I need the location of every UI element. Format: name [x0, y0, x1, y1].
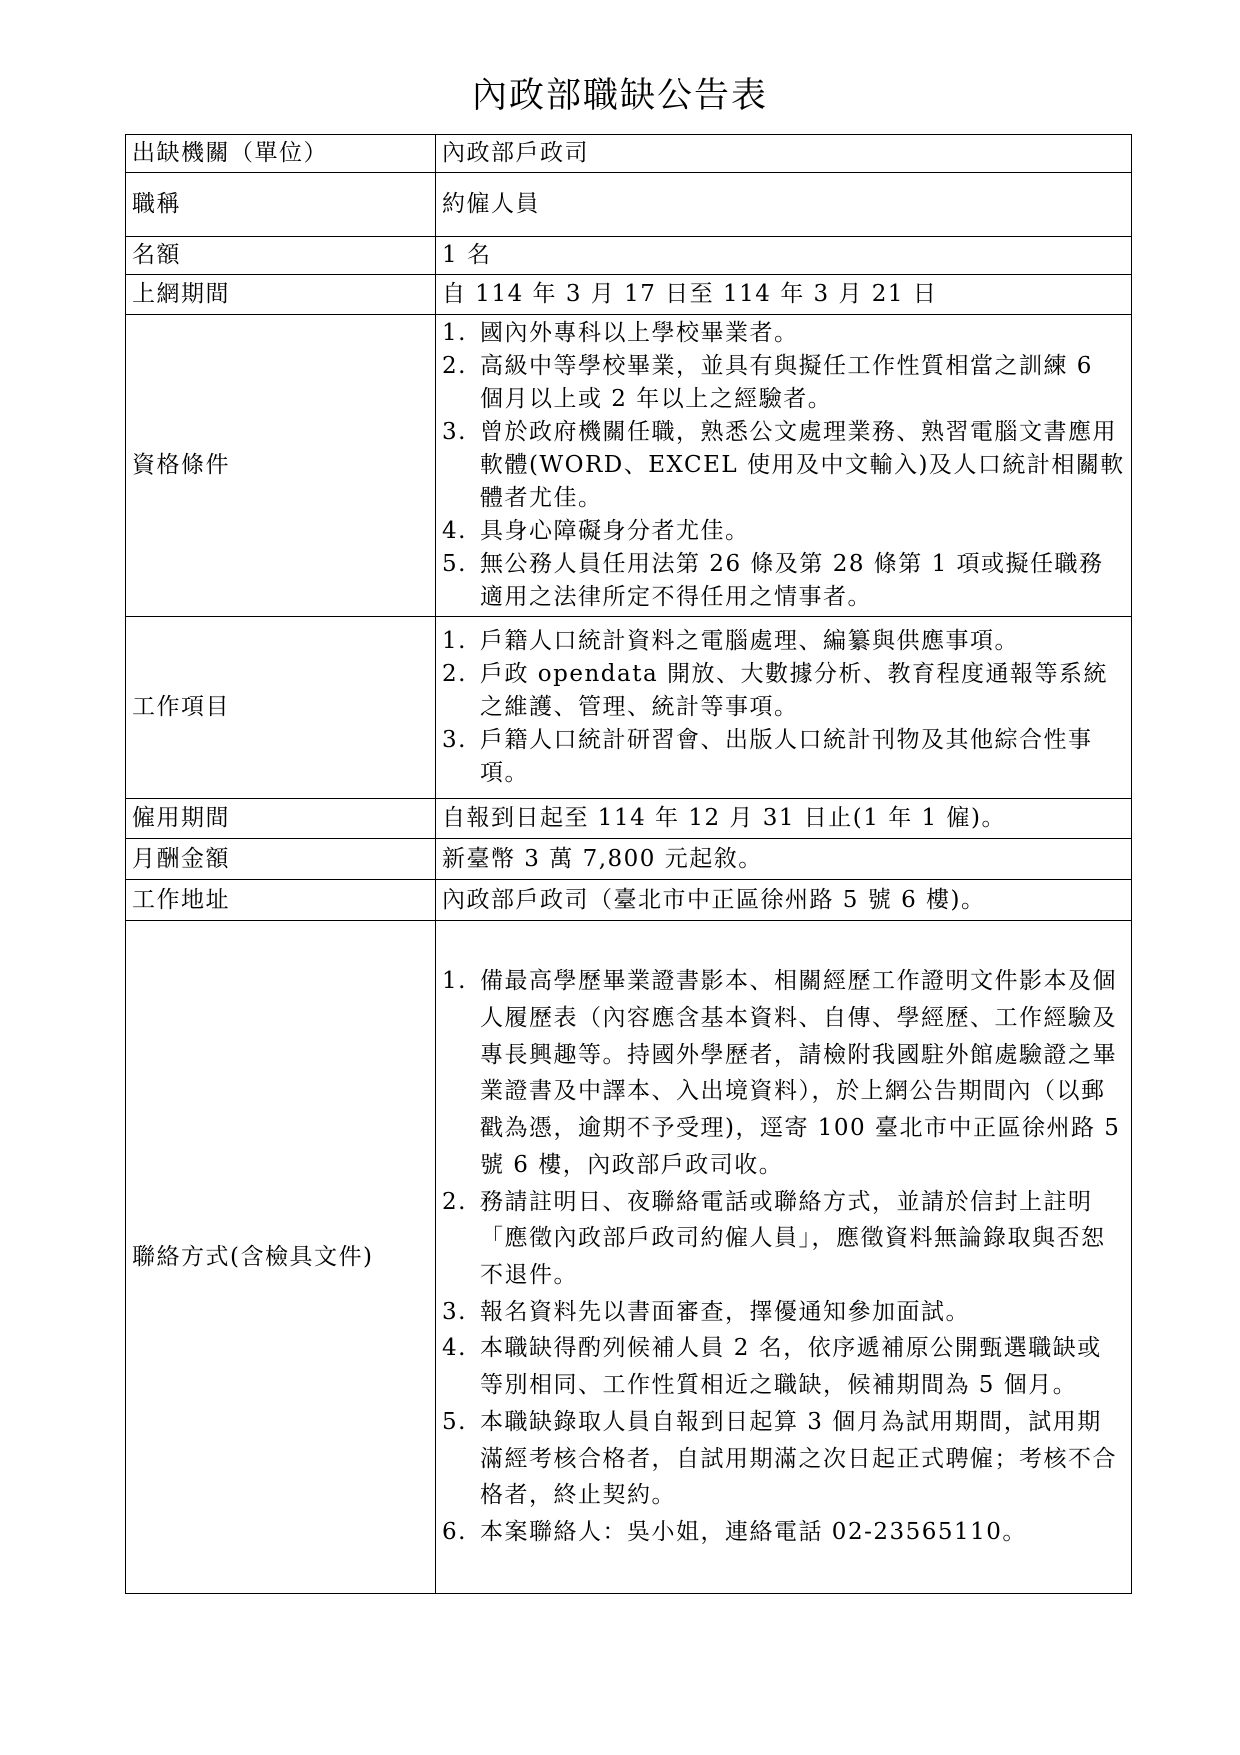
list-item-text: 戶籍人口統計資料之電腦處理、編纂與供應事項。 [480, 628, 1019, 654]
table-row [126, 839, 1132, 880]
row-value-title: 約僱人員 [436, 173, 1132, 237]
list-item-text: 本案聯絡人：吳小姐，連絡電話 02-23565110。 [480, 1518, 1027, 1545]
list-item-number: 5. [442, 551, 467, 577]
list-item-text: 無公務人員任用法第 26 條及第 28 條第 1 項或擬任職務適用之法律所定不得任用之情事者。 [480, 551, 1104, 610]
table-row [126, 315, 1132, 617]
table-row [126, 880, 1132, 921]
row-value-employment-period: 自報到日起至 114 年 12 月 31 日止(1 年 1 僱)。 [436, 799, 1132, 839]
row-label-qualifications: 資格條件 [126, 315, 436, 617]
contact-list [442, 963, 1125, 1550]
list-item-number: 2. [442, 661, 467, 687]
row-value-qualifications [436, 315, 1132, 617]
list-item [442, 724, 1125, 790]
table-row [126, 237, 1132, 275]
list-item [442, 350, 1125, 416]
list-item [442, 416, 1125, 515]
list-item-text: 具身心障礙身分者尤佳。 [480, 518, 750, 544]
vacancy-table [125, 134, 1132, 1594]
list-item-number: 1. [442, 968, 467, 995]
duties-list [442, 625, 1125, 790]
list-item-number: 6. [442, 1518, 467, 1545]
list-item-text: 戶籍人口統計研習會、出版人口統計刊物及其他綜合性事項。 [480, 727, 1093, 786]
table-row [126, 799, 1132, 839]
list-item [442, 1184, 1125, 1294]
list-item-text: 報名資料先以書面審查，擇優通知參加面試。 [480, 1298, 970, 1325]
row-label-contact: 聯絡方式(含檢具文件) [126, 921, 436, 1594]
list-item-number: 4. [442, 518, 467, 544]
list-item-number: 5. [442, 1408, 467, 1435]
row-value-salary: 新臺幣 3 萬 7,800 元起敘。 [436, 839, 1132, 880]
list-item-number: 4. [442, 1335, 467, 1362]
row-label-quota: 名額 [126, 237, 436, 275]
row-label-duties: 工作項目 [126, 617, 436, 799]
list-item [442, 317, 1125, 350]
page-title: 內政部職缺公告表 [471, 76, 768, 116]
row-label-title: 職稱 [126, 173, 436, 237]
list-item-text: 戶政 opendata 開放、大數據分析、教育程度通報等系統之維護、管理、統計等事項。 [480, 661, 1109, 720]
row-value-quota: 1 名 [436, 237, 1132, 275]
list-item [442, 625, 1125, 658]
row-label-salary: 月酬金額 [126, 839, 436, 880]
list-item [442, 1404, 1125, 1514]
list-item [442, 1514, 1125, 1551]
row-label-work-address: 工作地址 [126, 880, 436, 921]
list-item [442, 1294, 1125, 1331]
row-label-employment-period: 僱用期間 [126, 799, 436, 839]
table-row [126, 921, 1132, 1594]
list-item-text: 國內外專科以上學校畢業者。 [480, 320, 799, 346]
table-row [126, 617, 1132, 799]
row-label-agency: 出缺機關（單位） [126, 135, 436, 173]
list-item-text: 本職缺得酌列候補人員 2 名，依序遞補原公開甄選職缺或等別相同、工作性質相近之職缺，候補期間為 5 個月。 [480, 1335, 1102, 1399]
list-item-number: 2. [442, 1188, 467, 1215]
list-item [442, 1330, 1125, 1403]
row-label-posting-period: 上網期間 [126, 275, 436, 315]
table-row [126, 275, 1132, 315]
qualifications-list [442, 317, 1125, 614]
row-value-agency: 內政部戶政司 [436, 135, 1132, 173]
list-item-number: 1. [442, 628, 467, 654]
list-item [442, 963, 1125, 1183]
list-item-text: 務請註明日、夜聯絡電話或聯絡方式，並請於信封上註明「應徵內政部戶政司約僱人員」，應徵資料無論錄取與否恕不退件。 [480, 1188, 1106, 1288]
list-item [442, 515, 1125, 548]
list-item-text: 備最高學歷畢業證書影本、相關經歷工作證明文件影本及個人履歷表（內容應含基本資料、自傳、學經歷、工作經驗及專長興趣等。持國外學歷者，請檢附我國駐外館處驗證之畢業證書及中譯本、入出境資料），於上網公告期間內（以郵戳為憑，逾期不予受理)，逕寄 100 臺北市中正區徐州路 5 號 6 樓，內政部戶政司收。 [480, 968, 1121, 1178]
list-item-number: 3. [442, 727, 467, 753]
row-value-posting-period: 自 114 年 3 月 17 日至 114 年 3 月 21 日 [436, 275, 1132, 315]
row-value-duties [436, 617, 1132, 799]
list-item-text: 本職缺錄取人員自報到日起算 3 個月為試用期間，試用期滿經考核合格者，自試用期滿之次日起正式聘僱；考核不合格者，終止契約。 [480, 1408, 1117, 1509]
list-item [442, 548, 1125, 614]
list-item [442, 658, 1125, 724]
row-value-contact [436, 921, 1132, 1594]
list-item-number: 3. [442, 419, 467, 445]
list-item-number: 2. [442, 353, 467, 379]
list-item-text: 高級中等學校畢業，並具有與擬任工作性質相當之訓練 6 個月以上或 2 年以上之經驗者。 [480, 353, 1093, 412]
list-item-number: 1. [442, 320, 467, 346]
table-row [126, 135, 1132, 173]
table-row [126, 173, 1132, 237]
row-value-work-address: 內政部戶政司（臺北市中正區徐州路 5 號 6 樓)。 [436, 880, 1132, 921]
list-item-text: 曾於政府機關任職，熟悉公文處理業務、熟習電腦文書應用軟體(WORD、EXCEL 使用及中文輸入)及人口統計相關軟體者尤佳。 [480, 419, 1125, 511]
list-item-number: 3. [442, 1298, 467, 1325]
